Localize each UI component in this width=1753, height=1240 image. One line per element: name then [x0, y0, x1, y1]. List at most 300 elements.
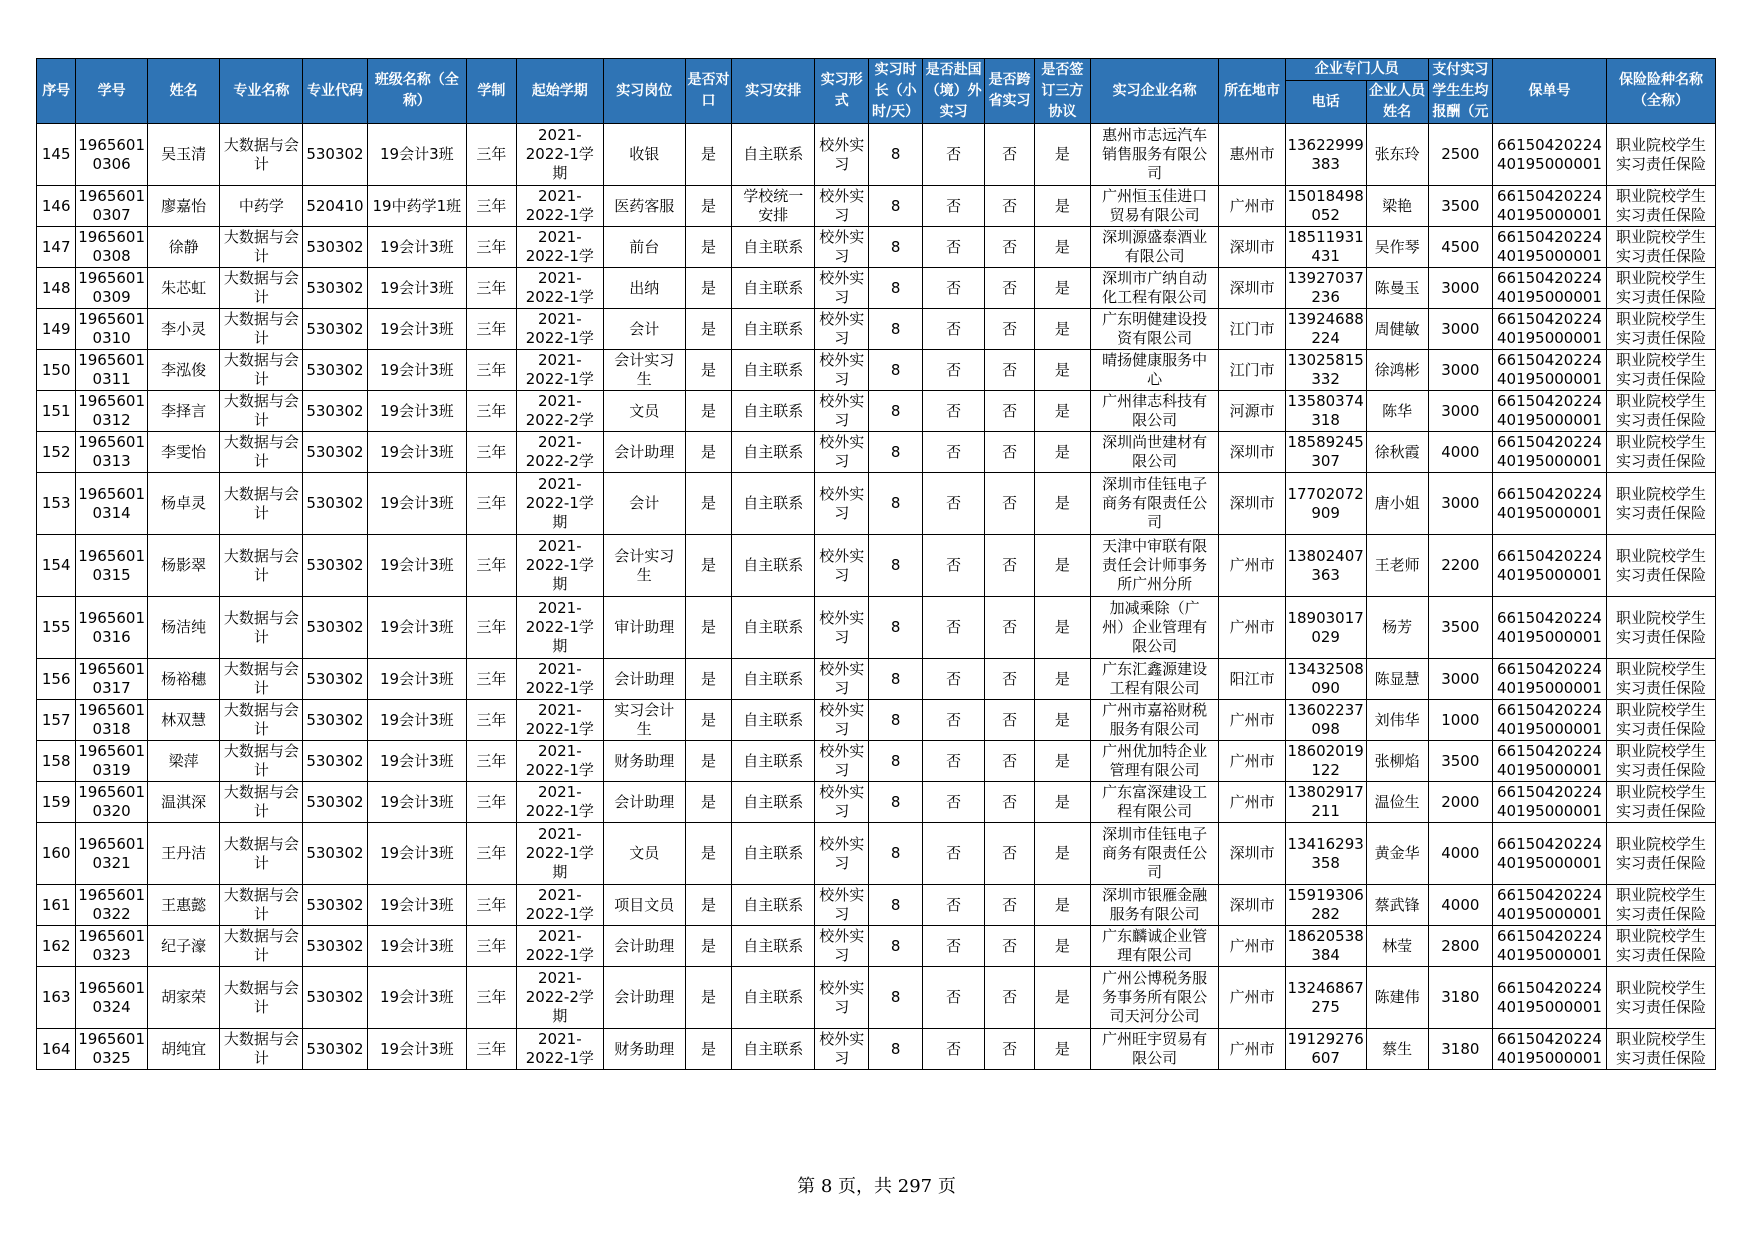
- cell-major-code: [303, 659, 367, 700]
- cell-seq-text: 148: [41, 278, 71, 297]
- cell-city-text: 江门市: [1229, 360, 1275, 379]
- cell-pay-text: 3000: [1441, 278, 1480, 297]
- cell-form-text: 校外实 习: [819, 660, 865, 697]
- cell-seq: [37, 782, 76, 823]
- cell-student-id: [76, 309, 148, 350]
- cell-form-text: 校外实 习: [819, 608, 865, 646]
- cell-major-code: [303, 967, 367, 1029]
- cell-start-term-text: 2021- 2022-1学: [525, 927, 594, 964]
- cell-position: [603, 926, 685, 967]
- cell-policy-no-text: 66150420224 40195000001: [1496, 978, 1602, 1016]
- cell-abroad-text: 否: [946, 751, 962, 770]
- header-arrangement: 实习安排: [732, 59, 815, 124]
- cell-policy-no-text: 66150420224 40195000001: [1496, 392, 1602, 429]
- header-major-code: 专业代码: [303, 59, 367, 124]
- header-hours: 实习时长（小时/天）: [869, 59, 923, 124]
- cell-student-id-text: 1965601 0310: [78, 310, 146, 347]
- cell-city-text: 广州市: [1229, 792, 1275, 811]
- cell-matched: [685, 782, 732, 823]
- cell-company-text: 深圳尚世建材有 限公司: [1102, 433, 1208, 470]
- cell-student-id: [76, 268, 148, 309]
- cell-start-term: [516, 823, 603, 885]
- cell-hours-text: 8: [890, 442, 901, 461]
- cell-major-text: 大数据与会 计: [223, 433, 299, 470]
- cell-policy-no: [1492, 350, 1606, 391]
- cell-abroad: [923, 823, 985, 885]
- cell-insurance: [1606, 309, 1715, 350]
- cell-contact-name-text: 蔡生: [1382, 1039, 1413, 1058]
- cell-class-name: [367, 473, 466, 535]
- cell-phone: [1285, 926, 1366, 967]
- cell-form: [815, 967, 869, 1029]
- cell-phone-text: 13025815 332: [1287, 351, 1364, 388]
- cell-phone-text: 18903017 029: [1287, 608, 1364, 646]
- table-row: [37, 1029, 1716, 1070]
- cell-phone: [1285, 268, 1366, 309]
- cell-cross-province-text: 否: [1002, 442, 1018, 461]
- cell-name: [147, 782, 220, 823]
- cell-contact-name-text: 吴作琴: [1374, 237, 1420, 256]
- cell-arrangement-text: 自主联系: [743, 988, 804, 1006]
- cell-major-text: 大数据与会 计: [223, 701, 299, 738]
- cell-major-code: [303, 782, 367, 823]
- cell-phone-text: 13246867 275: [1287, 978, 1364, 1016]
- cell-position: [603, 268, 685, 309]
- cell-form-text: 校外实 习: [819, 351, 865, 388]
- cell-duration: [467, 432, 517, 473]
- cell-seq: [37, 967, 76, 1029]
- cell-position: [603, 227, 685, 268]
- cell-name: [147, 227, 220, 268]
- cell-major-text: 中药学: [238, 196, 284, 215]
- table-row: [37, 535, 1716, 597]
- cell-matched-text: 是: [701, 751, 717, 770]
- cell-company: [1090, 967, 1219, 1029]
- cell-major-code: [303, 124, 367, 186]
- cell-insurance-text: 职业院校学生 实习责任保险: [1615, 834, 1706, 872]
- cell-form-text: 校外实 习: [819, 135, 865, 173]
- cell-position: [603, 700, 685, 741]
- cell-insurance-text: 职业院校学生 实习责任保险: [1615, 783, 1706, 820]
- cell-position-text: 财务助理: [614, 1039, 675, 1058]
- cell-abroad: [923, 227, 985, 268]
- cell-company-text: 晴扬健康服务中 心: [1102, 351, 1208, 388]
- cell-arrangement-text: 自主联系: [743, 895, 804, 914]
- cell-abroad-text: 否: [946, 360, 962, 379]
- cell-arrangement: [732, 309, 815, 350]
- cell-arrangement-text: 自主联系: [743, 278, 804, 297]
- cell-arrangement: [732, 885, 815, 926]
- cell-policy-no-text: 66150420224 40195000001: [1496, 742, 1602, 779]
- cell-contact-name: [1366, 391, 1428, 432]
- cell-abroad-text: 否: [946, 196, 962, 215]
- cell-duration: [467, 823, 517, 885]
- cell-hours: [869, 227, 923, 268]
- cell-start-term: [516, 309, 603, 350]
- cell-hours: [869, 268, 923, 309]
- cell-start-term: [516, 227, 603, 268]
- cell-policy-no: [1492, 885, 1606, 926]
- cell-start-term-text: 2021- 2022-1学 期: [525, 126, 594, 182]
- cell-policy-no-text: 66150420224 40195000001: [1496, 886, 1602, 923]
- cell-form-text: 校外实 习: [819, 927, 865, 964]
- cell-student-id: [76, 186, 148, 227]
- cell-city-text: 广州市: [1229, 1039, 1275, 1058]
- cell-cross-province-text: 否: [1002, 401, 1018, 420]
- cell-hours: [869, 926, 923, 967]
- cell-seq: [37, 1029, 76, 1070]
- cell-duration: [467, 309, 517, 350]
- cell-matched-text: 是: [701, 196, 717, 215]
- cell-start-term: [516, 391, 603, 432]
- cell-class-name: [367, 741, 466, 782]
- cell-duration: [467, 391, 517, 432]
- cell-cross-province-text: 否: [1002, 710, 1018, 729]
- cell-name: [147, 535, 220, 597]
- cell-city: [1219, 1029, 1285, 1070]
- cell-major-code-text: 520410: [306, 196, 364, 215]
- cell-insurance: [1606, 823, 1715, 885]
- cell-company-text: 深圳市佳钰电子 商务有限责任公 司: [1102, 475, 1208, 531]
- cell-pay: [1428, 885, 1492, 926]
- cell-contact-name: [1366, 597, 1428, 659]
- cell-major: [220, 473, 303, 535]
- cell-contact-name: [1366, 350, 1428, 391]
- cell-student-id-text: 1965601 0320: [78, 783, 146, 820]
- cell-start-term-text: 2021- 2022-2学: [525, 433, 594, 470]
- cell-duration-text: 三年: [476, 442, 507, 461]
- cell-name: [147, 391, 220, 432]
- cell-pay: [1428, 432, 1492, 473]
- cell-pay-text: 3000: [1441, 319, 1480, 338]
- cell-start-term: [516, 597, 603, 659]
- cell-form: [815, 926, 869, 967]
- cell-matched-text: 是: [701, 895, 717, 914]
- cell-abroad-text: 否: [946, 669, 962, 688]
- cell-phone-text: 13802917 211: [1287, 783, 1364, 820]
- cell-phone: [1285, 885, 1366, 926]
- cell-duration-text: 三年: [476, 751, 507, 770]
- cell-abroad-text: 否: [946, 556, 962, 574]
- cell-contact-name: [1366, 823, 1428, 885]
- cell-pay-text: 3000: [1441, 401, 1480, 420]
- cell-company: [1090, 823, 1219, 885]
- cell-city-text: 广州市: [1229, 196, 1275, 215]
- cell-arrangement-text: 自主联系: [743, 936, 804, 955]
- cell-arrangement: [732, 124, 815, 186]
- cell-duration-text: 三年: [476, 401, 507, 420]
- cell-position-text: 实习会计 生: [614, 701, 675, 738]
- cell-seq-text: 164: [41, 1039, 71, 1058]
- cell-phone: [1285, 350, 1366, 391]
- cell-tripartite: [1034, 186, 1090, 227]
- cell-tripartite: [1034, 741, 1090, 782]
- header-insurance: 保险险种名称（全称）: [1606, 59, 1715, 124]
- header-policy-no: 保单号: [1492, 59, 1606, 124]
- cell-major: [220, 700, 303, 741]
- cell-tripartite: [1034, 659, 1090, 700]
- cell-company: [1090, 391, 1219, 432]
- cell-tripartite-text: 是: [1054, 751, 1070, 770]
- cell-city: [1219, 926, 1285, 967]
- cell-major-code-text: 530302: [306, 669, 364, 688]
- cell-name: [147, 967, 220, 1029]
- cell-seq-text: 160: [41, 844, 71, 862]
- cell-arrangement-text: 自主联系: [743, 556, 804, 574]
- cell-seq: [37, 124, 76, 186]
- cell-insurance: [1606, 1029, 1715, 1070]
- cell-student-id: [76, 700, 148, 741]
- cell-start-term: [516, 782, 603, 823]
- cell-student-id-text: 1965601 0312: [78, 392, 146, 429]
- cell-major-text: 大数据与会 计: [223, 392, 299, 429]
- cell-form: [815, 268, 869, 309]
- cell-insurance: [1606, 597, 1715, 659]
- cell-abroad-text: 否: [946, 145, 962, 163]
- cell-city: [1219, 186, 1285, 227]
- cell-tripartite-text: 是: [1054, 844, 1070, 862]
- cell-arrangement: [732, 659, 815, 700]
- cell-policy-no-text: 66150420224 40195000001: [1496, 484, 1602, 522]
- cell-seq: [37, 823, 76, 885]
- cell-pay-text: 2200: [1441, 556, 1480, 574]
- cell-form: [815, 391, 869, 432]
- cell-position: [603, 432, 685, 473]
- cell-insurance: [1606, 741, 1715, 782]
- table-row: [37, 391, 1716, 432]
- cell-name: [147, 1029, 220, 1070]
- cell-tripartite-text: 是: [1054, 319, 1070, 338]
- cell-start-term-text: 2021- 2022-1学 期: [525, 599, 594, 655]
- cell-major-text: 大数据与会 计: [223, 546, 299, 584]
- cell-company-text: 深圳市银雁金融 服务有限公司: [1102, 886, 1208, 923]
- cell-pay-text: 3500: [1441, 196, 1480, 215]
- cell-form: [815, 535, 869, 597]
- cell-insurance: [1606, 268, 1715, 309]
- cell-duration-text: 三年: [476, 196, 507, 215]
- cell-cross-province-text: 否: [1002, 844, 1018, 862]
- cell-policy-no-text: 66150420224 40195000001: [1496, 269, 1602, 306]
- cell-seq-text: 145: [41, 145, 71, 163]
- cell-contact-name: [1366, 659, 1428, 700]
- cell-matched-text: 是: [701, 401, 717, 420]
- cell-company-text: 广州市嘉裕财税 服务有限公司: [1102, 701, 1208, 738]
- header-major: 专业名称: [220, 59, 303, 124]
- cell-policy-no-text: 66150420224 40195000001: [1496, 783, 1602, 820]
- cell-insurance-text: 职业院校学生 实习责任保险: [1615, 927, 1706, 964]
- cell-insurance-text: 职业院校学生 实习责任保险: [1615, 978, 1706, 1016]
- cell-student-id-text: 1965601 0324: [78, 978, 146, 1016]
- cell-policy-no: [1492, 535, 1606, 597]
- cell-name: [147, 268, 220, 309]
- header-student-id: 学号: [76, 59, 148, 124]
- cell-pay: [1428, 700, 1492, 741]
- cell-student-id: [76, 597, 148, 659]
- cell-hours-text: 8: [890, 494, 901, 512]
- cell-cross-province: [985, 535, 1035, 597]
- cell-tripartite-text: 是: [1054, 196, 1070, 215]
- cell-position-text: 出纳: [629, 278, 660, 297]
- cell-company: [1090, 124, 1219, 186]
- cell-form: [815, 350, 869, 391]
- cell-policy-no: [1492, 926, 1606, 967]
- cell-seq-text: 150: [41, 360, 71, 379]
- cell-policy-no-text: 66150420224 40195000001: [1496, 187, 1602, 224]
- cell-form-text: 校外实 习: [819, 886, 865, 923]
- cell-class-name: [367, 782, 466, 823]
- cell-cross-province-text: 否: [1002, 360, 1018, 379]
- header-abroad: 是否赴国（境）外实习: [923, 59, 985, 124]
- cell-major-code: [303, 885, 367, 926]
- cell-start-term-text: 2021- 2022-1学: [525, 783, 594, 820]
- cell-hours: [869, 967, 923, 1029]
- cell-position: [603, 967, 685, 1029]
- cell-arrangement: [732, 597, 815, 659]
- cell-seq-text: 149: [41, 319, 71, 338]
- cell-name-text: 李择言: [161, 401, 207, 420]
- cell-seq-text: 154: [41, 556, 71, 574]
- cell-matched: [685, 967, 732, 1029]
- cell-matched-text: 是: [701, 494, 717, 512]
- cell-hours-text: 8: [890, 895, 901, 914]
- cell-position-text: 会计助理: [614, 442, 675, 461]
- cell-company-text: 深圳市佳钰电子 商务有限责任公 司: [1102, 825, 1208, 881]
- cell-contact-name: [1366, 227, 1428, 268]
- cell-student-id-text: 1965601 0322: [78, 886, 146, 923]
- cell-seq: [37, 309, 76, 350]
- cell-start-term: [516, 1029, 603, 1070]
- header-contact-name: 企业人员姓名: [1366, 81, 1428, 124]
- cell-pay: [1428, 823, 1492, 885]
- cell-name-text: 杨裕穗: [161, 669, 207, 688]
- cell-city: [1219, 741, 1285, 782]
- cell-major-code-text: 530302: [306, 751, 364, 770]
- cell-arrangement-text: 自主联系: [743, 710, 804, 729]
- cell-major: [220, 741, 303, 782]
- cell-class-name-text: 19会计3班: [380, 278, 454, 297]
- cell-student-id-text: 1965601 0323: [78, 927, 146, 964]
- cell-arrangement-text: 自主联系: [743, 442, 804, 461]
- cell-class-name-text: 19会计3班: [380, 988, 454, 1006]
- cell-major-text: 大数据与会 计: [223, 927, 299, 964]
- cell-pay-text: 4500: [1441, 237, 1480, 256]
- cell-hours-text: 8: [890, 751, 901, 770]
- cell-matched: [685, 926, 732, 967]
- cell-start-term-text: 2021- 2022-1学: [525, 310, 594, 347]
- cell-major-code-text: 530302: [306, 145, 364, 163]
- cell-major-text: 大数据与会 计: [223, 886, 299, 923]
- cell-phone-text: 13622999 383: [1287, 135, 1364, 173]
- cell-phone: [1285, 473, 1366, 535]
- cell-duration: [467, 659, 517, 700]
- cell-tripartite: [1034, 535, 1090, 597]
- cell-insurance-text: 职业院校学生 实习责任保险: [1615, 351, 1706, 388]
- cell-student-id: [76, 227, 148, 268]
- cell-phone: [1285, 782, 1366, 823]
- cell-matched-text: 是: [701, 145, 717, 163]
- cell-form: [815, 659, 869, 700]
- cell-major-text: 大数据与会 计: [223, 484, 299, 522]
- cell-tripartite: [1034, 967, 1090, 1029]
- cell-major-text: 大数据与会 计: [223, 135, 299, 173]
- cell-major-code: [303, 823, 367, 885]
- cell-form-text: 校外实 习: [819, 269, 865, 306]
- cell-hours-text: 8: [890, 196, 901, 215]
- cell-major-code: [303, 741, 367, 782]
- cell-pay-text: 2800: [1441, 936, 1480, 955]
- cell-cross-province: [985, 124, 1035, 186]
- cell-cross-province: [985, 350, 1035, 391]
- cell-abroad-text: 否: [946, 442, 962, 461]
- cell-matched-text: 是: [701, 710, 717, 729]
- cell-duration-text: 三年: [476, 895, 507, 914]
- cell-phone-text: 19129276 607: [1287, 1030, 1364, 1067]
- cell-name-text: 王丹洁: [161, 844, 207, 862]
- cell-major-code-text: 530302: [306, 792, 364, 811]
- cell-cross-province: [985, 885, 1035, 926]
- cell-major-code: [303, 309, 367, 350]
- cell-city-text: 广州市: [1229, 710, 1275, 729]
- cell-student-id: [76, 926, 148, 967]
- cell-name: [147, 432, 220, 473]
- cell-tripartite-text: 是: [1054, 442, 1070, 461]
- cell-class-name: [367, 926, 466, 967]
- cell-duration: [467, 186, 517, 227]
- cell-abroad: [923, 268, 985, 309]
- cell-company-text: 深圳市广纳自动 化工程有限公司: [1102, 269, 1208, 306]
- cell-contact-name-text: 张东玲: [1374, 145, 1420, 163]
- cell-class-name: [367, 659, 466, 700]
- cell-form-text: 校外实 习: [819, 187, 865, 224]
- page-footer: 第 8 页，共 297 页: [797, 1176, 956, 1197]
- cell-tripartite-text: 是: [1054, 792, 1070, 811]
- cell-start-term: [516, 967, 603, 1029]
- cell-arrangement-text: 自主联系: [743, 792, 804, 811]
- cell-company-text: 广州恒玉佳进口 贸易有限公司: [1102, 187, 1208, 224]
- cell-class-name: [367, 124, 466, 186]
- cell-major-text: 大数据与会 计: [223, 783, 299, 820]
- cell-form: [815, 741, 869, 782]
- cell-policy-no: [1492, 597, 1606, 659]
- cell-student-id: [76, 473, 148, 535]
- cell-major-code-text: 530302: [306, 237, 364, 256]
- cell-major-text: 大数据与会 计: [223, 310, 299, 347]
- cell-pay-text: 3500: [1441, 751, 1480, 770]
- cell-student-id-text: 1965601 0306: [78, 135, 146, 173]
- cell-abroad: [923, 885, 985, 926]
- cell-cross-province: [985, 700, 1035, 741]
- cell-position-text: 会计助理: [614, 792, 675, 811]
- cell-matched-text: 是: [701, 844, 717, 862]
- cell-hours: [869, 391, 923, 432]
- table-row: [37, 473, 1716, 535]
- cell-phone-text: 13927037 236: [1287, 269, 1364, 306]
- cell-start-term-text: 2021- 2022-1学: [525, 742, 594, 779]
- cell-insurance-text: 职业院校学生 实习责任保险: [1615, 660, 1706, 697]
- cell-tripartite: [1034, 1029, 1090, 1070]
- cell-policy-no: [1492, 700, 1606, 741]
- cell-city: [1219, 309, 1285, 350]
- cell-position: [603, 473, 685, 535]
- cell-duration: [467, 268, 517, 309]
- cell-insurance: [1606, 124, 1715, 186]
- cell-contact-name-text: 陈曼玉: [1374, 278, 1420, 297]
- cell-hours-text: 8: [890, 237, 901, 256]
- cell-class-name-text: 19会计3班: [380, 792, 454, 811]
- cell-cross-province-text: 否: [1002, 145, 1018, 163]
- cell-phone: [1285, 309, 1366, 350]
- cell-name-text: 李雯怡: [161, 442, 207, 461]
